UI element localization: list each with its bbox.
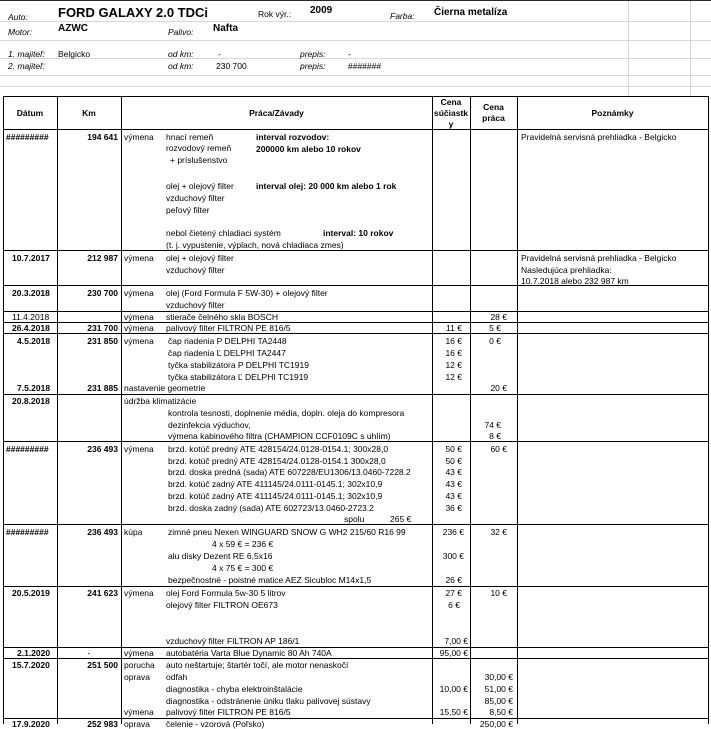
header-km: Km [82,108,96,118]
row-bold-line: 200000 km alebo 10 rokov [256,144,361,154]
owner2-km: 230 700 [216,61,247,71]
row-line: čelenie - vzorová (Poľsko) [166,719,265,729]
row-parts: 12 € [445,360,462,370]
row-labor: 250,00 € [479,719,513,729]
row-date: 26.4.2018 [12,323,50,333]
col-border [517,96,518,724]
row-line: diagnostika - odstránenie úniku tlaku palivovej sústavy [166,696,371,706]
row-type: výmena [124,132,154,142]
row-line: peľový filter [166,205,210,215]
row-parts: 16 € [445,348,462,358]
row-line: olejový filter FILTRON OE673 [166,600,278,610]
row-parts: 11 € [446,323,462,333]
owner2-km-label: od km: [168,61,194,71]
row-date: 20.5.2019 [12,588,50,598]
row-line: auto neštartuje; štartér točí, ale motor nenaskočí [166,660,349,670]
header-parts-2: súčiastk [433,108,469,118]
fuel-value: Nafta [213,23,239,34]
row-type: výmena [124,253,154,263]
grid-line [0,75,711,76]
row-type: výmena [124,288,154,298]
col-border [57,96,58,724]
row-type: výmena [124,707,154,717]
auto-label: Auto: [8,12,28,22]
row-line: brzd. doska zadný (sada) ATE 602723/13.0460-2723.2 [168,503,374,513]
row-line: dezinfekcia výduchov, [168,420,251,430]
row-parts: 16 € [445,336,462,346]
row-line: vzduchový filter [166,265,225,275]
motor-value: AZWC [58,23,88,34]
row-border [3,96,709,97]
row-border [3,586,709,587]
row-line: hnací remeň [166,132,214,142]
grid-line [628,0,629,96]
row-line: palivový filter FILTRON PE 816/5 [166,707,291,717]
row-line: stierače čelného skla BOSCH [166,312,278,322]
row-line: vzduchový filter [166,193,225,203]
row-km: 236 493 [87,527,118,537]
row-line: rozvodový remeň [166,143,232,153]
row-labor: 0 € [489,336,501,346]
row-km: 230 700 [87,288,118,298]
row-date: ######### [6,132,49,142]
grid-line [690,0,691,96]
row-border [3,394,709,395]
row-labor: 20 € [490,383,507,393]
row-km: 251 500 [87,660,118,670]
owner1-transfer-label: prepis: [300,49,326,59]
color-label: Farba: [390,11,415,21]
grid-line [0,21,711,22]
row-line: tyčka stabilizátora Ľ DELPHI TC1919 [168,372,309,382]
row-line: (t. j. vypustenie, výplach, nová chladiaca zmes) [166,240,344,250]
col-border [708,96,709,724]
row-line: čap riadenia Ľ DELPHI TA2447 [168,348,286,358]
row-labor: 74 € [484,420,501,430]
row-type: výmena [124,648,154,658]
row-km: 241 623 [87,588,118,598]
row-parts: 300 € [442,551,464,561]
row-km: 236 493 [87,444,118,454]
row-line: vzduchový filter FILTRON AP 186/1 [166,636,300,646]
motor-label: Motor: [8,27,33,37]
grid-line [0,58,711,59]
row-km: - [87,648,91,658]
row-labor: 51,00 € [484,684,513,694]
row-type: porucha [124,660,155,670]
row-km: 231 700 [87,323,118,333]
row-parts: 12 € [445,372,462,382]
row-line: odfah [166,672,188,682]
row-line: výmena kabinového filtra (CHAMPION CCF0109C s uhlím) [168,431,391,441]
row-parts: 50 € [445,456,462,466]
row-date: ######### [6,444,49,454]
fuel-label: Palivo: [168,27,194,37]
row-parts: 36 € [445,503,462,513]
row-type: nastavenie geometrie [124,383,206,393]
row-note: Pravidelná servisná prehliadka - Belgicko [521,132,677,142]
row-border [3,129,709,130]
row-labor: 10 € [490,588,507,598]
row-line: olej + olejový filter [166,181,234,191]
row-type: výmena [124,336,154,346]
row-parts: 15,50 € [439,707,468,717]
header-labor-1: Cena [483,102,504,112]
row-parts: 236 € [442,527,464,537]
row-parts: 50 € [445,444,462,454]
row-line: brzd. doska predná (sada) ATE 607228/EU1306/13.0460-7228.2 [168,467,411,477]
row-date: 20.8.2018 [12,396,50,406]
row-type: oprava [124,672,150,682]
owner1-km-label: od km: [168,49,194,59]
row-line: vzduchový filter [166,300,225,310]
row-labor: 8,50 € [489,707,513,717]
row-border [3,311,709,312]
row-km: 231 885 [87,383,118,393]
row-type: výmena [124,444,154,454]
row-labor: 60 € [490,444,507,454]
header-labor-2: práca [482,113,505,123]
row-date: 15.7.2020 [12,660,50,670]
row-labor: 5 € [489,323,501,333]
row-date: 10.7.2017 [12,253,50,263]
row-parts: 27 € [445,588,462,598]
row-parts: 43 € [445,491,462,501]
row-labor: 85,00 € [484,696,513,706]
owner2-transfer: ####### [348,61,382,71]
row-line: brzd. kotúč predný ATE 428154/24.0128-0154.1 300x28,0 [168,456,386,466]
row-line: čap riadenia P DELPHI TA2448 [168,336,287,346]
owner1-name: Belgicko [58,49,91,59]
row-line: brzd. kotúč zadný ATE 411145/24.0111-0145.1; 302x10,9 [168,479,383,489]
row-labor: 32 € [490,527,507,537]
row-line: + príslušenstvo [170,155,228,165]
row-parts: 43 € [445,467,462,477]
row-line: diagnostika - chyba elektroinštalácie [166,684,303,694]
row-note: Pravidelná servisná prehliadka - Belgicko [521,253,677,263]
row-date: ######### [6,527,49,537]
row-type: výmena [124,312,154,322]
row-line: palivový filter FILTRON PE 816/5 [166,323,291,333]
row-type: výmena [124,323,154,333]
col-border [432,96,433,724]
row-type: kúpa [124,527,143,537]
row-line: brzd. kotúč zadný ATE 411145/24.0111-0145.1; 302x10,9 [168,491,383,501]
row-date: 4.5.2018 [17,336,51,346]
owner1-label: 1. majiteľ: [8,49,45,59]
row-labor: 8 € [489,431,501,441]
row-line: kontrola tesnosti, doplnenie média, dopln. oleja do kompresora [168,408,405,418]
row-line: 4 x 75 € = 300 € [212,563,274,573]
sheet-top-border [0,0,711,1]
row-parts: 26 € [445,575,462,585]
row-km: 231 850 [87,336,118,346]
row-labor: 30,00 € [484,672,513,682]
row-line: olej Ford Formula 5w-30 5 litrov [166,588,286,598]
row-km: 194 641 [87,132,118,142]
row-parts: 6 € [448,600,460,610]
owner2-transfer-label: prepis: [300,61,326,71]
row-line: zimné pneu Nexen WINGUARD SNOW G WH2 215/60 R16 99 [168,527,406,537]
row-parts: 7,00 € [444,636,468,646]
row-bold-line: interval olej: 20 000 km alebo 1 rok [256,181,397,191]
row-line: olej + olejový filter [166,253,234,263]
row-note: Nasledujúca prehliadka: [521,265,612,275]
col-border [3,96,4,724]
grid-line [0,86,711,87]
row-date: 11.4.2018 [12,312,50,322]
header-parts-3: y [448,119,454,129]
row-parts: 43 € [445,479,462,489]
row-line: alu disky Dezent RE 6,5x16 [168,551,273,561]
row-parts: 10,00 € [439,684,468,694]
owner1-km: - [218,49,221,59]
row-border [3,333,709,334]
row-border [3,441,709,442]
header-work: Práca/Závady [249,108,304,118]
row-labor: 28 € [490,312,507,322]
row-border [3,658,709,659]
row-km: 212 987 [87,253,118,263]
row-date: 7.5.2018 [17,383,51,393]
row-line: bezpečnostné - poistné matice AEZ Sicubloc M14x1,5 [168,575,372,585]
year-label: Rok výr.: [258,9,292,19]
row-sum: 265 € [390,514,412,524]
header-parts-1: Cena [440,97,462,107]
row-line: brzd. kotúč predný ATE 428154/24.0128-0154.1; 300x28,0 [168,444,389,454]
year-value: 2009 [310,5,333,16]
row-line: tyčka stabilizátora P DELPHI TC1919 [168,360,309,370]
row-date: 20.3.2018 [12,288,50,298]
row-line: olej (Ford Formula F 5W-30) + olejový filter [166,288,328,298]
col-border [121,96,122,724]
row-sum-label: spolu [344,514,365,524]
auto-value: FORD GALAXY 2.0 TDCi [58,5,209,20]
row-parts: 95,00 € [439,648,468,658]
row-km: 252 983 [87,719,118,729]
row-bold-line: interval rozvodov: [256,132,330,142]
row-line: autobatéria Varta Blue Dynamic 80 Ah 740A [166,648,332,658]
color-value: Čierna metalíza [434,7,508,18]
row-type: údržba klimatizácie [124,396,197,406]
owner1-transfer: - [348,49,351,59]
row-type: výmena [124,588,154,598]
row-line: 4 x 59 € = 236 € [212,539,274,549]
row-type: oprava [124,719,150,729]
header-notes: Poznámky [591,108,634,118]
row-note: 10.7.2018 alebo 232 987 km [521,276,629,286]
row-border [3,524,709,525]
row-date: 2.1.2020 [17,648,51,658]
owner2-label: 2. majiteľ: [8,61,45,71]
row-bold-line: interval: 10 rokov [323,228,394,238]
row-line: nebol čietený chladiaci systém [166,228,281,238]
row-date: 17.9.2020 [12,719,50,729]
row-border [3,250,709,251]
header-date: Dátum [16,108,44,118]
col-border [470,96,471,724]
grid-line [0,40,711,41]
